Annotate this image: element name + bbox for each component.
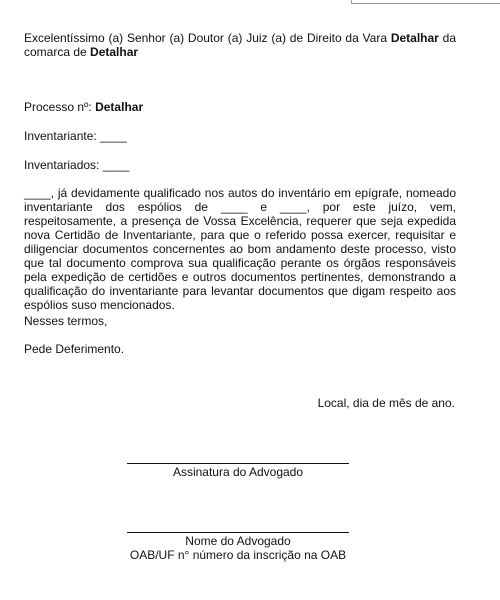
- lawyer-name: Nome do Advogado: [185, 534, 291, 548]
- signature-label: Assinatura do Advogado: [172, 465, 304, 479]
- addressee-line-1: [24, 31, 456, 45]
- addressee-line-2: [24, 45, 456, 59]
- place-date-line: Local, dia de mês de ano.: [317, 396, 455, 410]
- signature-line: [127, 463, 349, 464]
- oab-registration: OAB/UF n° número da inscrição na OAB: [129, 548, 347, 562]
- comarca-label: comarca de: [24, 45, 91, 59]
- page-corner-frame: [351, 0, 500, 4]
- process-label: Processo nº:: [24, 100, 96, 114]
- name-line: [127, 532, 349, 533]
- lawyer-signature-block: [127, 463, 349, 479]
- court-placeholder: Detalhar: [390, 31, 439, 45]
- addressee-prefix: Excelentíssimo (a) Senhor (a) Doutor (a) Juiz (a) de Direito da Vara: [24, 31, 391, 45]
- inventariante-line: Inventariante: ____: [24, 129, 127, 143]
- addressee-suffix: da: [438, 31, 457, 45]
- body-paragraph: ____, já devidamente qualificado nos autos do inventário em epígrafe, nomeado inventariante dos espólios de ____ e ____, por este juízo, vem, respeitosamente, a presença de Vossa Excelência, requerer que seja expedida nova Certidão de Inventariante, para que o referido possa exercer, requisitar e diligenciar documentos concernentes ao bom andamento deste processo, visto que tal documento comprova sua qualificação perante os órgãos responsáveis pela expedição de certidões e outros documentos pertinentes, demonstrando a qualificação do inventariante para levantar documentos que digam respeito aos espólios suso mencionados.: [24, 186, 456, 312]
- addressee: [24, 31, 456, 59]
- comarca-placeholder: Detalhar: [90, 45, 139, 59]
- process-number: [24, 100, 456, 114]
- closing-line: Nesses termos,: [24, 314, 108, 328]
- inventariados-line: Inventariados: ____: [24, 158, 130, 172]
- lawyer-identity-block: [127, 532, 349, 562]
- request-line: Pede Deferimento.: [24, 342, 125, 356]
- process-value: Detalhar: [95, 100, 144, 114]
